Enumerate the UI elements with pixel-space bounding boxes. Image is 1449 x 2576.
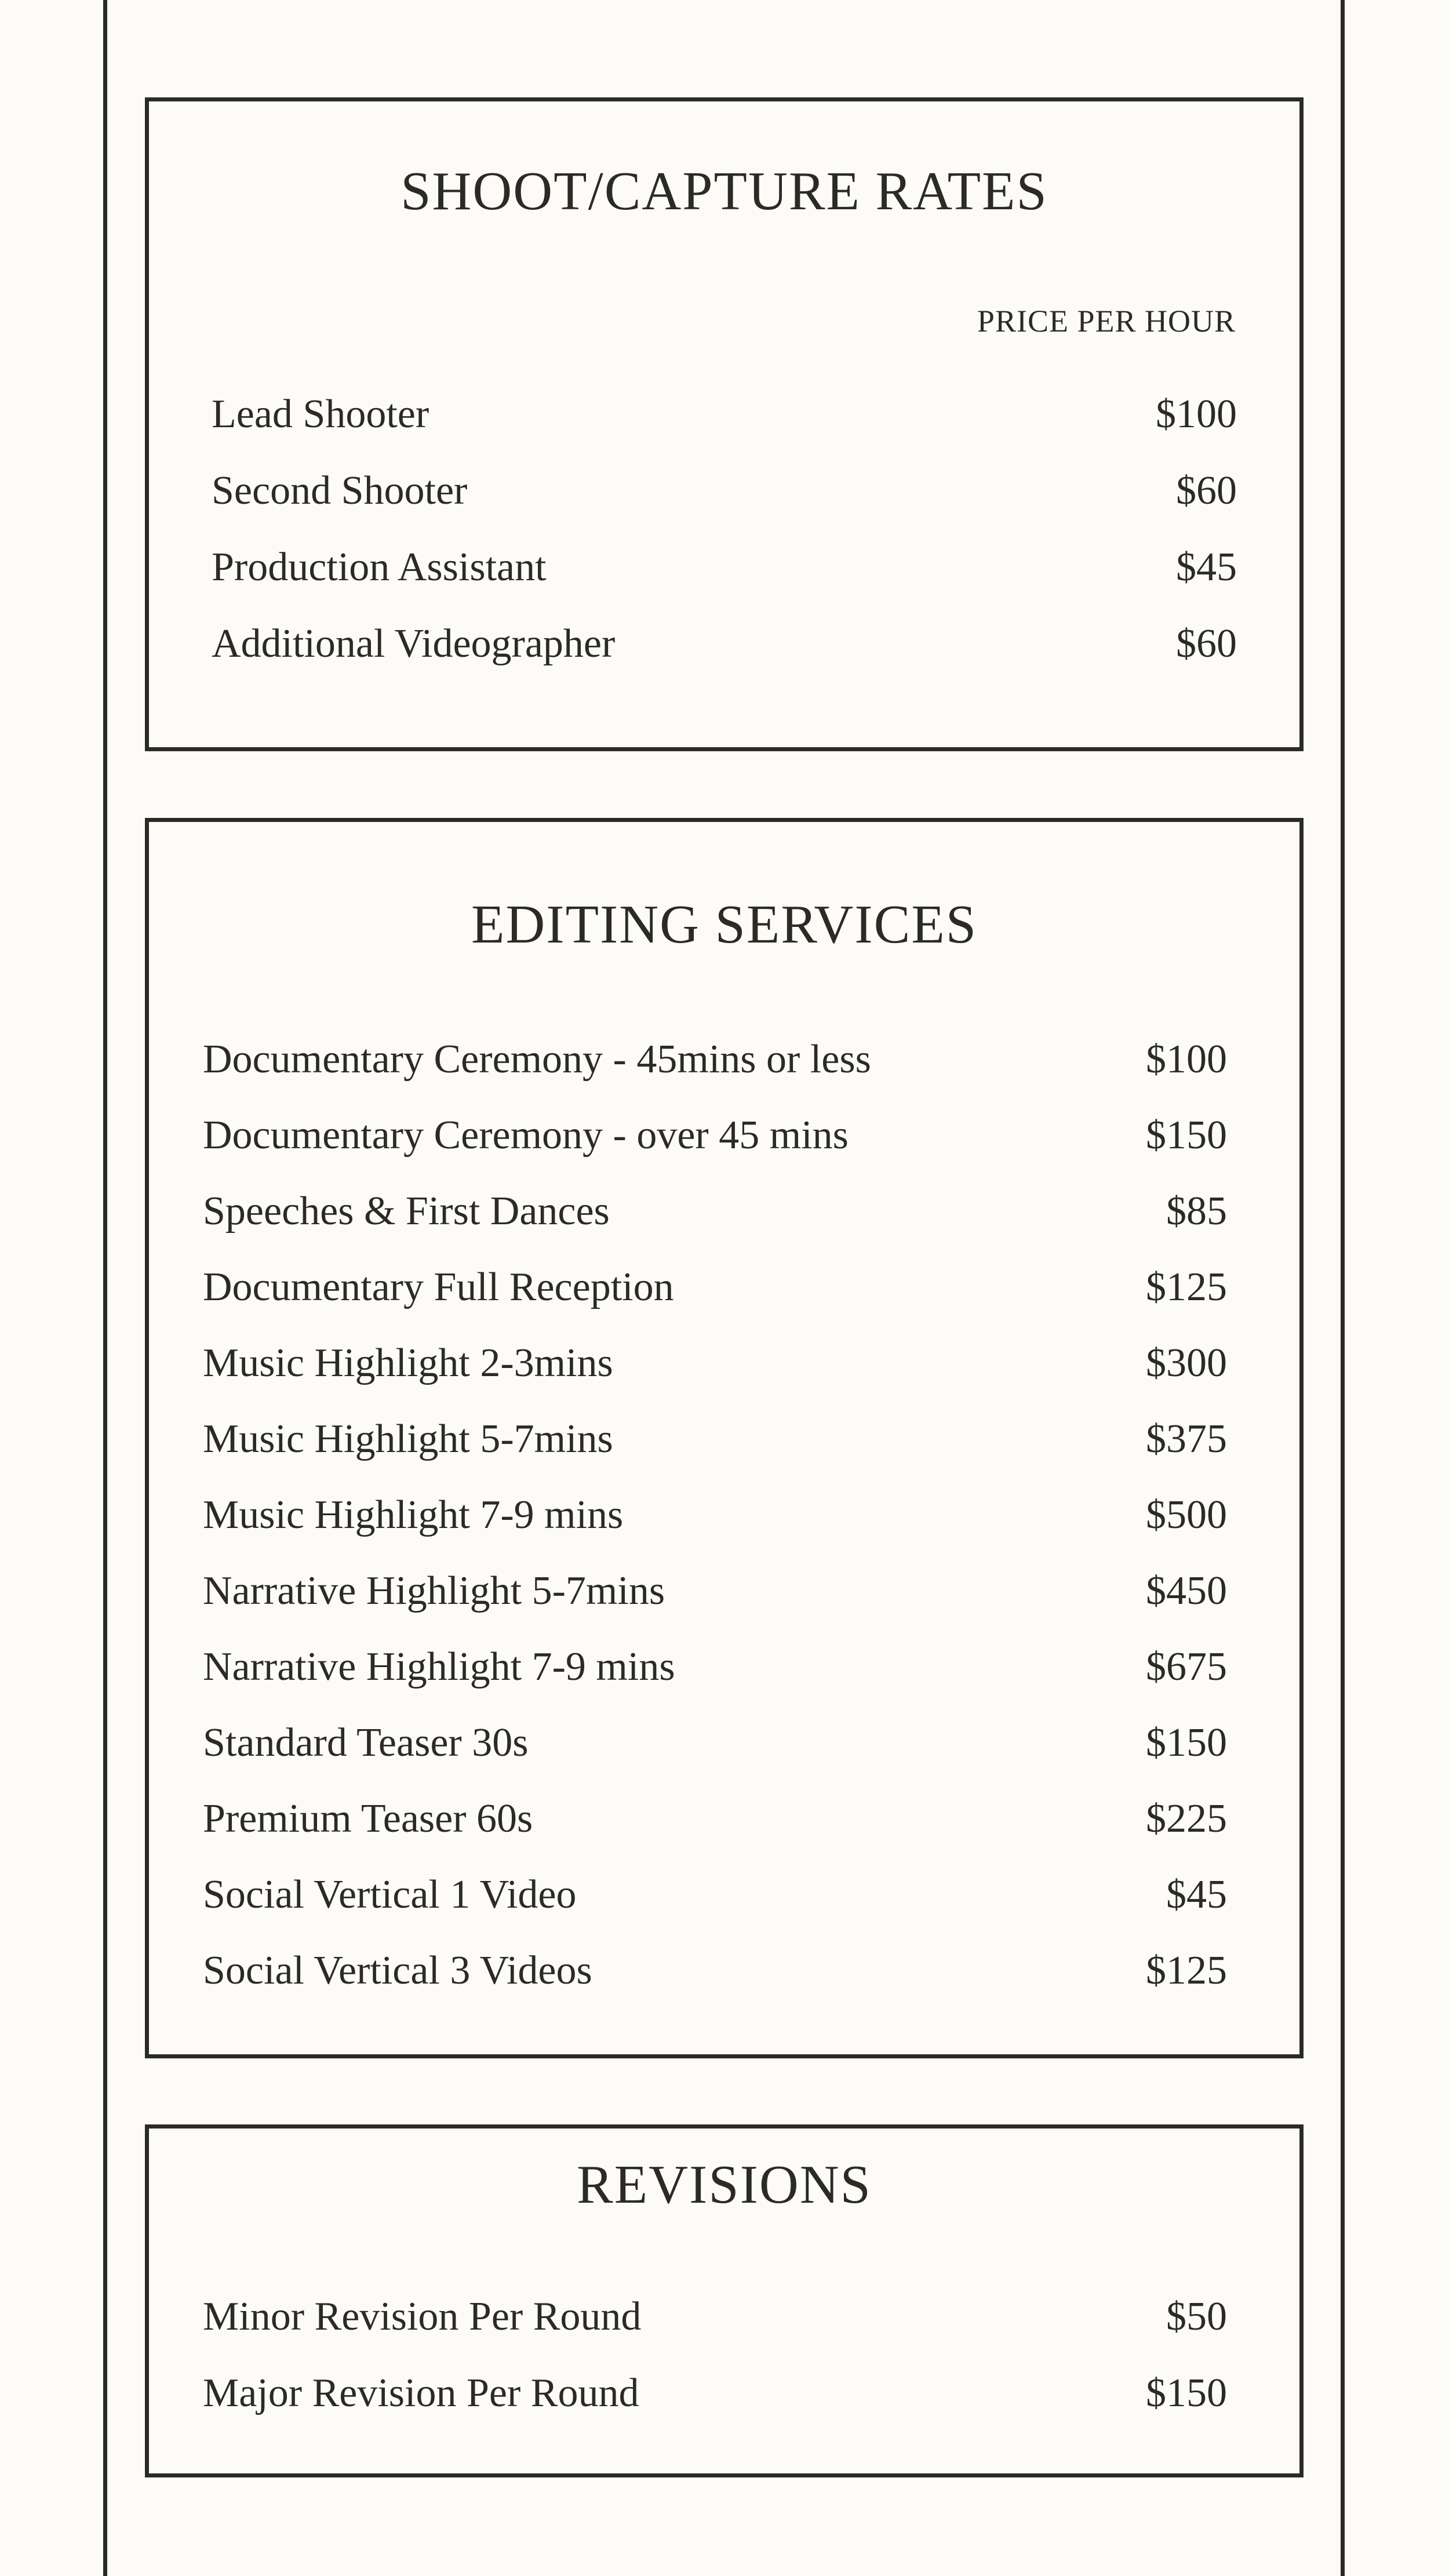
service-row <box>149 1571 1299 1647</box>
revision-label: Minor Revision Per Round <box>203 2294 642 2339</box>
revision-price: $50 <box>1166 2294 1227 2339</box>
service-price: $500 <box>1146 1493 1227 1537</box>
revision-row <box>149 2294 1299 2373</box>
revision-list <box>149 2294 1299 2450</box>
service-label: Narrative Highlight 7-9 mins <box>203 1644 675 1689</box>
left-border-line <box>103 0 107 2576</box>
right-border-line <box>1341 0 1345 2576</box>
rate-label: Production Assistant <box>212 545 547 590</box>
service-price: $125 <box>1146 1265 1227 1309</box>
revisions-card <box>145 2124 1304 2477</box>
service-price: $675 <box>1146 1644 1227 1689</box>
service-price: $450 <box>1146 1569 1227 1613</box>
service-label: Music Highlight 5-7mins <box>203 1417 613 1461</box>
shoot-rate-list <box>149 394 1299 700</box>
editing-section-title: EDITING SERVICES <box>471 894 978 955</box>
rate-price: $60 <box>1176 468 1237 513</box>
service-price: $300 <box>1146 1341 1227 1385</box>
service-price: $45 <box>1166 1872 1227 1917</box>
service-row <box>149 1191 1299 1267</box>
service-row <box>149 1343 1299 1419</box>
service-row <box>149 1948 1299 2026</box>
revision-row <box>149 2373 1299 2450</box>
rate-price: $45 <box>1176 545 1237 590</box>
shoot-section-title: SHOOT/CAPTURE RATES <box>401 161 1048 221</box>
service-row <box>149 1267 1299 1343</box>
rate-label: Second Shooter <box>212 468 468 513</box>
service-row <box>149 1495 1299 1571</box>
service-row <box>149 1644 1299 1723</box>
rate-row <box>149 468 1299 547</box>
service-label: Premium Teaser 60s <box>203 1796 533 1841</box>
service-label: Documentary Ceremony - over 45 mins <box>203 1113 849 1158</box>
service-row <box>149 1796 1299 1875</box>
service-label: Documentary Full Reception <box>203 1265 674 1309</box>
service-row <box>149 1115 1299 1191</box>
shoot-capture-rates-card <box>145 97 1304 751</box>
service-label: Social Vertical 1 Video <box>203 1872 577 1917</box>
service-price: $150 <box>1146 1720 1227 1765</box>
price-per-hour-header: PRICE PER HOUR <box>977 304 1236 339</box>
service-price: $85 <box>1166 1189 1227 1234</box>
service-label: Music Highlight 7-9 mins <box>203 1493 624 1537</box>
service-price: $125 <box>1146 1948 1227 1993</box>
rate-price: $60 <box>1176 621 1237 666</box>
editing-service-list <box>149 1039 1299 2026</box>
revisions-section-title: REVISIONS <box>577 2155 872 2215</box>
service-label: Narrative Highlight 5-7mins <box>203 1569 665 1613</box>
service-label: Documentary Ceremony - 45mins or less <box>203 1037 871 1082</box>
rate-row <box>149 394 1299 471</box>
rate-price: $100 <box>1156 392 1237 436</box>
rate-label: Additional Videographer <box>212 621 616 666</box>
editing-services-card <box>145 818 1304 2058</box>
service-price: $225 <box>1146 1796 1227 1841</box>
service-label: Music Highlight 2-3mins <box>203 1341 613 1385</box>
service-label: Social Vertical 3 Videos <box>203 1948 592 1993</box>
service-label: Standard Teaser 30s <box>203 1720 529 1765</box>
service-row <box>149 1419 1299 1495</box>
service-row <box>149 1039 1299 1115</box>
rate-row <box>149 547 1299 624</box>
service-price: $100 <box>1146 1037 1227 1082</box>
service-label: Speeches & First Dances <box>203 1189 610 1234</box>
service-price: $375 <box>1146 1417 1227 1461</box>
rate-row <box>149 621 1299 700</box>
service-price: $150 <box>1146 1113 1227 1158</box>
rate-label: Lead Shooter <box>212 392 429 436</box>
revision-label: Major Revision Per Round <box>203 2371 639 2415</box>
revision-price: $150 <box>1146 2371 1227 2415</box>
service-row <box>149 1720 1299 1799</box>
service-row <box>149 1872 1299 1951</box>
